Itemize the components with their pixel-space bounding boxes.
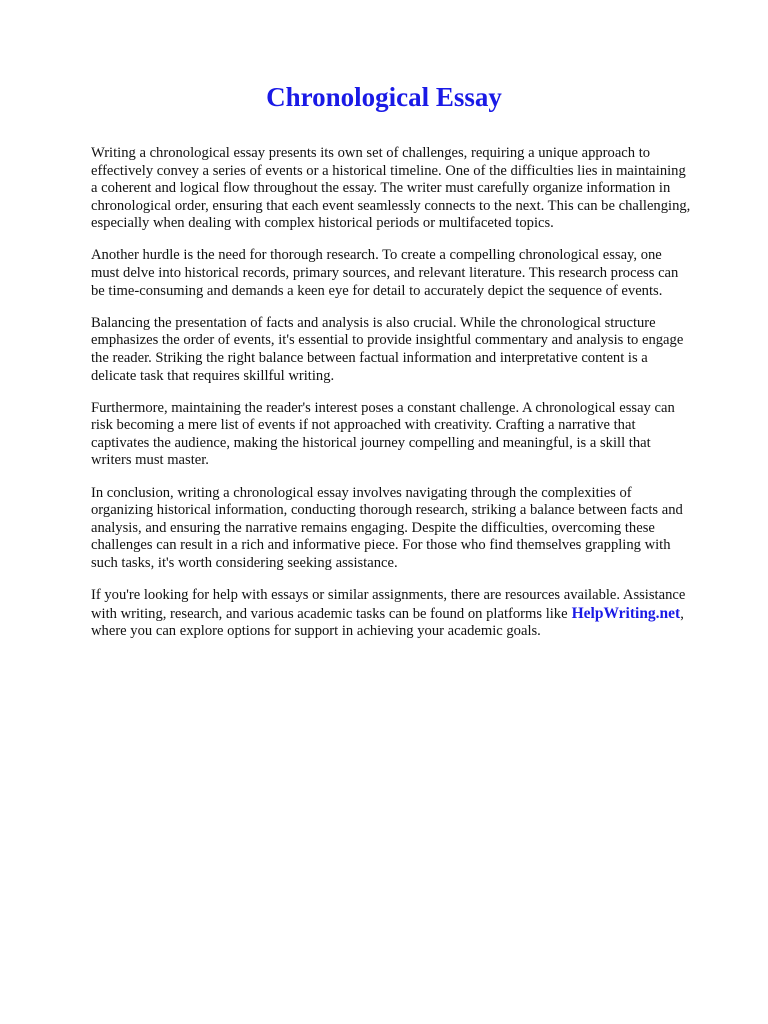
paragraph-3: Balancing the presentation of facts and analysis is also crucial. While the chronological structure emphasizes the order of events, it's essential to provide insightful commentary and analysis to engage the reader. Striking the right balance between factual information and interpretative content is a delicate task that requires skillful writing. bbox=[91, 314, 684, 384]
paragraph-1: Writing a chronological essay presents its own set of challenges, requiring a unique approach to effectively convey a series of events or a historical timeline. One of the difficulties lies in maintaining a coherent and logical flow throughout the essay. The writer must carefully organize information in chronological order, ensuring that each event seamlessly connects to the next. This can be challenging, especially when dealing with complex historical periods or multifaceted topics. bbox=[91, 145, 691, 232]
paragraph-6-text: If you're looking for help with essays or similar assignments, there are resources available. Assistance with writing, research, and various academic tasks can be found on platforms like bbox=[91, 586, 686, 622]
paragraph-4: Furthermore, maintaining the reader's interest poses a constant challenge. A chronological essay can risk becoming a mere list of events if not approached with creativity. Crafting a narrative that captivates the audience, making the historical journey compelling and meaningful, is a skill that writers must master. bbox=[91, 399, 675, 469]
paragraph-2: Another hurdle is the need for thorough research. To create a compelling chronological essay, one must delve into historical records, primary sources, and relevant literature. This research process can be time-consuming and demands a keen eye for detail to accurately depict the sequence of events. bbox=[91, 247, 679, 299]
paragraph-6 bbox=[91, 587, 691, 641]
paragraph-5: In conclusion, writing a chronological essay involves navigating through the complexities of organizing historical information, conducting thorough research, striking a balance between facts and analysis, and ensuring the narrative remains engaging. Despite the difficulties, overcoming these challenges can result in a rich and informative piece. For those who find themselves grappling with such tasks, it's worth considering seeking assistance. bbox=[91, 484, 683, 571]
helpwriting-link[interactable]: HelpWriting.net bbox=[571, 604, 681, 622]
paragraph-6-tail: , where you can explore options for support in achieving your academic goals. bbox=[91, 605, 684, 640]
page-title: Chronological Essay bbox=[266, 82, 502, 112]
essay-body bbox=[91, 145, 691, 655]
